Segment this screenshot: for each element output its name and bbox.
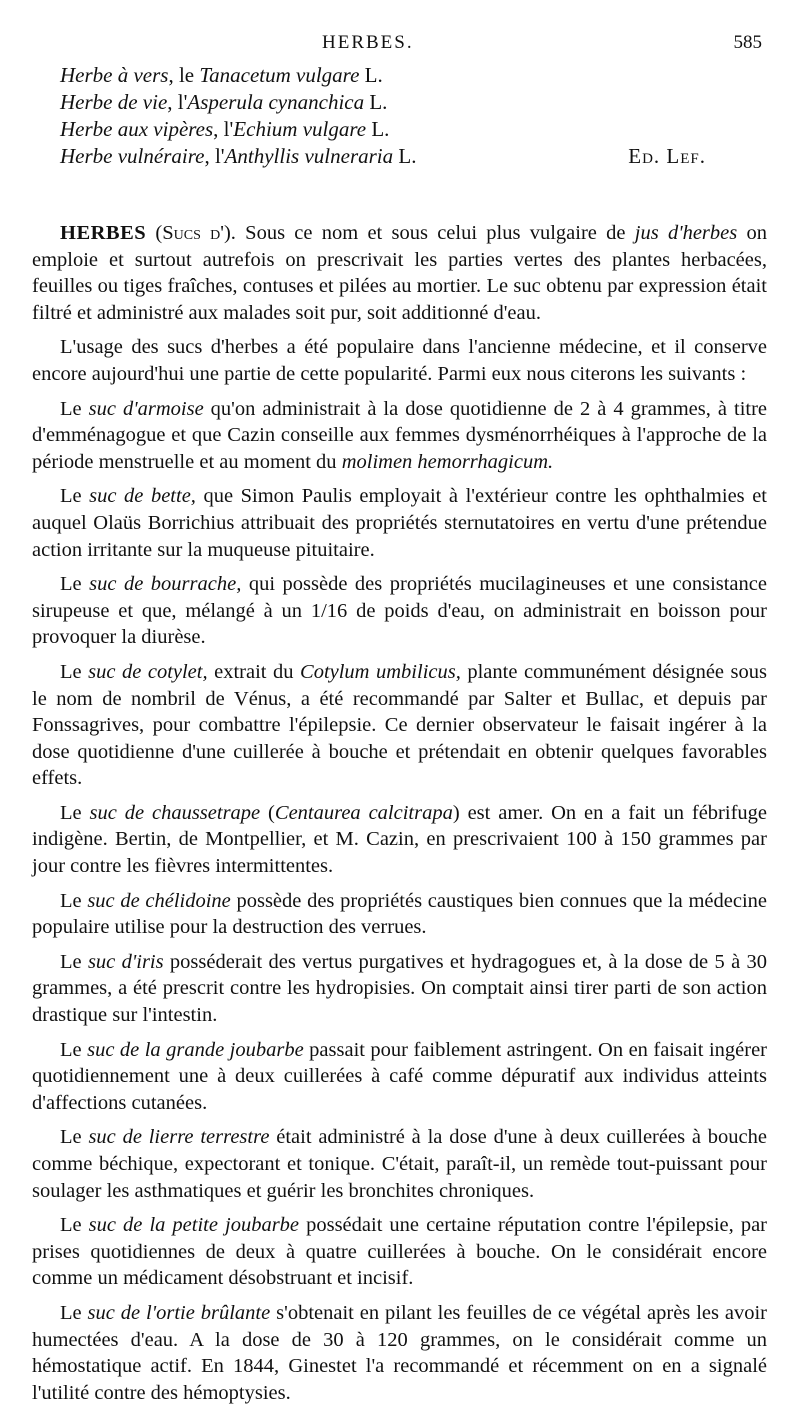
paragraph <box>32 396 767 476</box>
paragraph <box>32 659 767 792</box>
paragraph <box>32 1300 767 1406</box>
common-name: Herbe vulnéraire <box>60 144 205 168</box>
italic-term: suc de l'ortie brûlante <box>87 1301 271 1324</box>
separator: , l' <box>213 117 234 141</box>
text: Le <box>60 801 90 824</box>
italic-term: suc de bette, <box>89 485 196 508</box>
italic-term: suc d'armoise <box>88 397 204 420</box>
italic-term: molimen hemorrhagicum. <box>341 450 554 473</box>
text: Le <box>60 1301 88 1324</box>
text: Le <box>60 1214 89 1237</box>
text: Le <box>60 950 88 973</box>
text: Le <box>60 1038 88 1061</box>
common-name: Herbe de vie <box>60 90 168 114</box>
italic-term: jus d'herbes <box>634 222 738 244</box>
text: Le <box>60 485 90 508</box>
italic-term: suc de la grande joubarbe <box>87 1038 304 1061</box>
text: possède des propriétés caustiques bien connues que la médecine populaire utilise pour la destruction des verrues. <box>32 889 768 939</box>
text: Le <box>60 660 89 683</box>
italic-term: Centaurea calcitrapa <box>274 801 453 824</box>
entry-headword: HERBES <box>60 222 147 244</box>
italic-term: suc de chaussetrape <box>89 801 261 824</box>
text: on emploie et surtout autrefois on prescrivait les parties vertes des plantes herbacées, feuilles ou tiges fraîches, contuses et pilées au mortier. Le suc obtenu par expression était filtré et administré aux malades soit pur, soit additionné d'eau. <box>32 222 767 324</box>
text: Le <box>60 573 90 596</box>
paragraph <box>32 800 767 880</box>
text: possédait une certaine réputation contre l'épilepsie, par prises quotidiennes de deux à quatre cuillerées à bouche. On le considérait encore comme un médicament désobstruant et incisif. <box>32 1214 768 1290</box>
text: qu'on administrait à la dose quotidienne de 2 à 4 grammes, à titre d'emménagogue et que Cazin conseille aux femmes dysménorrhéiques à l'approche de la période menstruelle et au moment du <box>32 397 768 473</box>
text: ( <box>260 801 275 824</box>
page-number: 585 <box>733 32 762 53</box>
separator: , l' <box>167 90 188 114</box>
text: Le <box>60 889 88 912</box>
text: Le <box>60 1126 89 1149</box>
list-item <box>60 116 770 143</box>
species-name: Asperula cynanchica <box>187 90 365 114</box>
species-name: Echium vulgare <box>233 117 367 141</box>
paragraph <box>32 1212 767 1292</box>
italic-term: Cotylum umbilicus, <box>300 660 461 683</box>
paragraph <box>32 888 767 941</box>
paragraph <box>32 1124 767 1204</box>
text: extrait du <box>207 660 301 683</box>
text: ) est amer. On en a fait un fébrifuge indigène. Bertin, de Montpellier, et M. Cazin, en prescrivaient 100 à 150 grammes par jour contre les fièvres intermittentes. <box>32 801 768 878</box>
author-abbrev: L. <box>359 63 383 87</box>
article-herbes-sucs <box>32 220 767 1414</box>
common-name: Herbe aux vipères <box>60 117 214 141</box>
text: posséderait des vertus purgatives et hydragogues et, à la dose de 5 à 30 grammes, a été prescrit contre les hydropisies. On comptait ainsi tirer parti de son action drastique sur l'intestin. <box>32 950 767 1027</box>
text: plante communément désignée sous le nom de nombril de Vénus, a été recommandé par Salter et Bullac, et depuis par Fonssagrives, pour combattre l'épilepsie. Ce dernier observateur le faisait ingérer à la dose quotidienne d'une cuillerée à bouche et prétendait en obtenir quelques favorables effets. <box>32 660 767 790</box>
italic-term: suc de la petite joubarbe <box>88 1214 300 1237</box>
text: Le <box>60 397 89 420</box>
separator: , le <box>168 63 200 87</box>
text: Sous ce nom et sous celui plus vulgaire de <box>235 222 635 244</box>
paragraph <box>32 1037 767 1117</box>
italic-term: suc de bourrache, <box>89 573 242 596</box>
text: que Simon Paulis employait à l'extérieur contre les ophthalmies et auquel Olaüs Borrichius attribuait des propriétés sternutatoires en vertu d'une prétendue action irritante sur la muqueuse pituitaire. <box>32 485 767 561</box>
italic-term: suc de cotylet, <box>88 660 208 683</box>
species-name: Tanacetum vulgare <box>199 63 360 87</box>
text: s'obtenait en pilant les feuilles de ce végétal après les avoir humectées d'eau. A la dose de 30 à 120 grammes, on le considérait comme un hémostatique actif. En 1844, Ginestet l'a recommandé et récemment on en a signalé l'utilité contre des hémoptysies. <box>32 1301 768 1404</box>
entry-subhead: (Sucs d'). <box>146 222 236 244</box>
paragraph <box>32 334 767 387</box>
author-abbrev: L. <box>366 117 390 141</box>
author-abbrev: L. <box>364 90 388 114</box>
text: passait pour faiblement astringent. On en faisait ingérer quotidiennement une à deux cuillerées à café comme dépuratif aux individus atteints d'affections cutanées. <box>32 1038 767 1114</box>
herb-name-list <box>60 62 770 170</box>
list-item <box>60 89 770 116</box>
list-item <box>60 62 770 89</box>
paragraph <box>32 483 767 563</box>
italic-term: suc de chélidoine <box>87 889 231 912</box>
text: qui possède des propriétés mucilagineuses et une consistance sirupeuse et que, mélangé à un 1/16 de poids d'eau, on administrait en boisson pour provoquer la diurèse. <box>32 573 767 649</box>
text: L'usage des sucs d'herbes a été populaire dans l'ancienne médecine, et il conserve encore aujourd'hui une partie de cette popularité. Parmi eux nous citerons les suivants : <box>32 336 767 385</box>
italic-term: suc de lierre terrestre <box>88 1126 270 1149</box>
paragraph <box>32 220 767 326</box>
paragraph <box>32 949 767 1029</box>
italic-term: suc d'iris <box>87 950 164 973</box>
list-item <box>60 143 770 170</box>
running-title: HERBES. <box>322 32 414 53</box>
text: était administré à la dose d'une à deux cuillerées à bouche comme béchique, expectorant et tonique. C'était, paraît-il, un remède tout-puissant pour soulager les asthmatiques et guérir les bronchites chroniques. <box>32 1126 767 1202</box>
author-signature: Ed. Lef. <box>628 144 706 168</box>
species-name: Anthyllis vulneraria <box>224 144 394 168</box>
running-header <box>0 32 800 58</box>
common-name: Herbe à vers <box>60 63 169 87</box>
separator: , l' <box>204 144 225 168</box>
author-abbrev: L. <box>393 144 417 168</box>
paragraph <box>32 571 767 651</box>
